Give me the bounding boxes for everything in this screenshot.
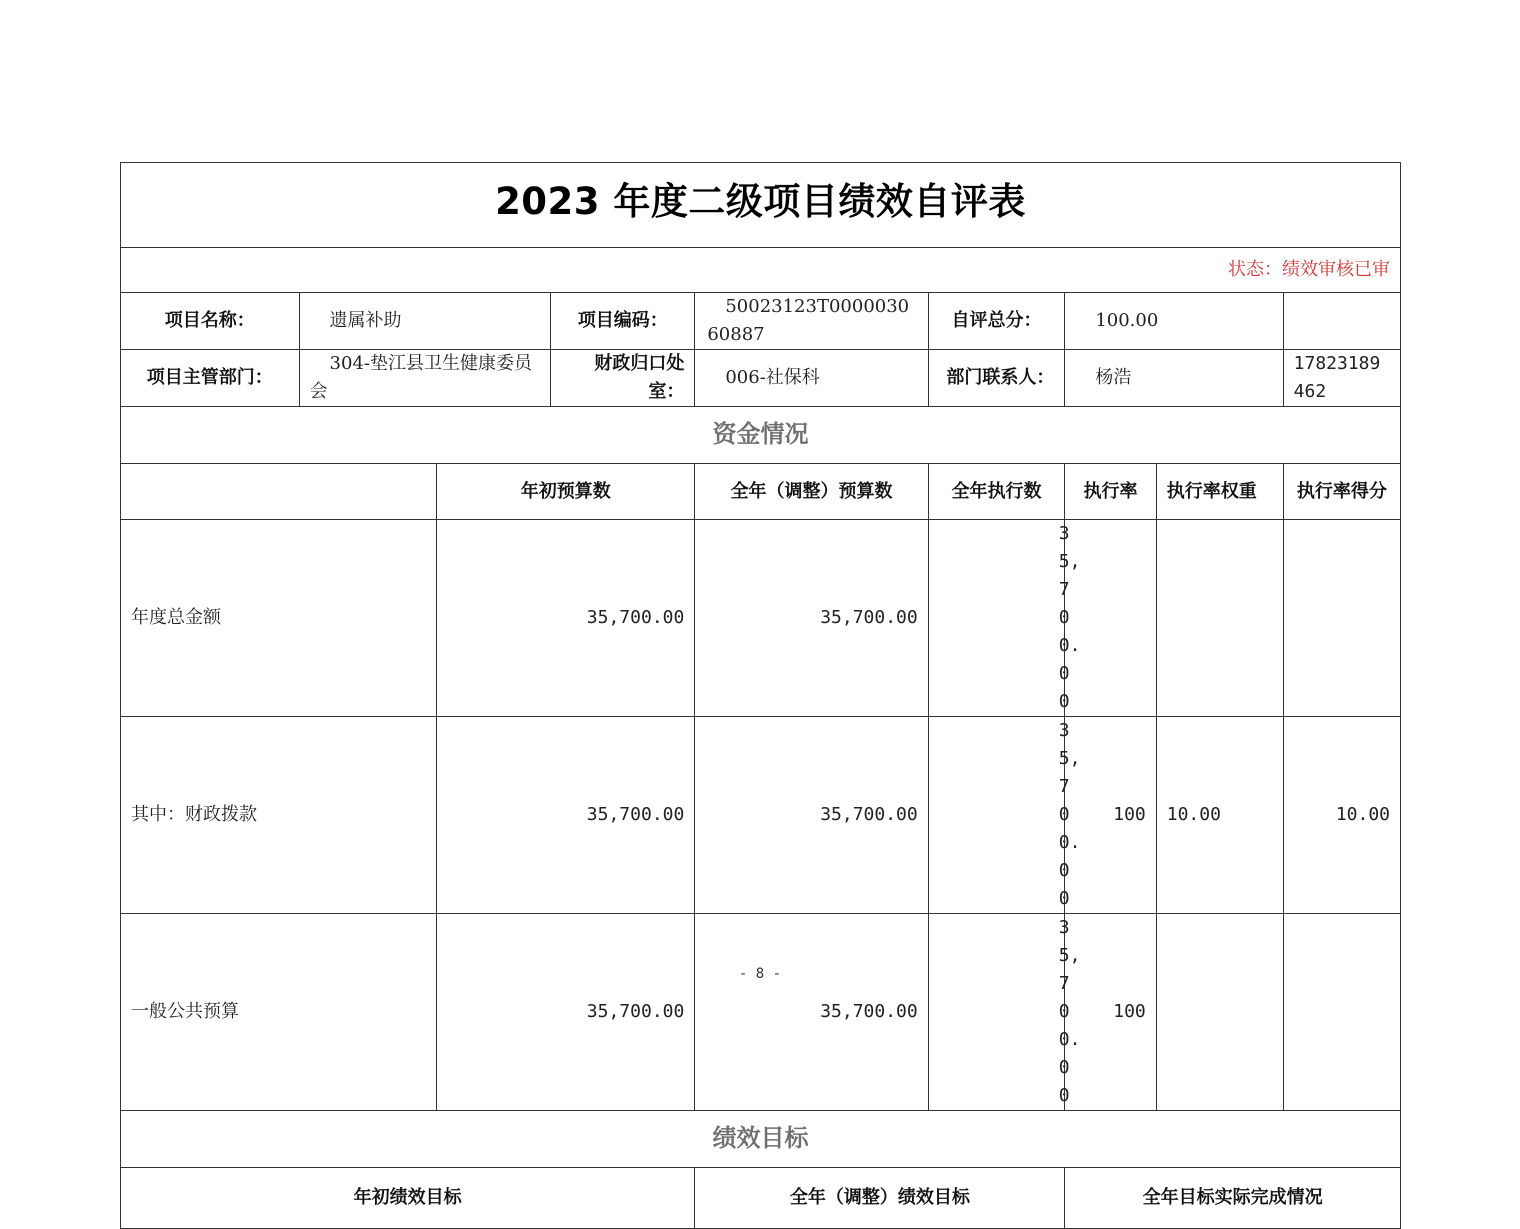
header-score: 执行率得分 (1283, 464, 1400, 520)
dept-label: 项目主管部门： (121, 350, 300, 407)
header-adjusted-goal: 全年（调整）绩效目标 (695, 1168, 1065, 1229)
funds-section (121, 407, 1401, 464)
row-rate: 100 (1065, 717, 1156, 914)
status-badge: 状态：绩效审核已审 (1228, 259, 1390, 280)
row-rate: 100 (1065, 914, 1156, 1111)
row-initial: 35,700.00 (437, 914, 695, 1111)
finance-value: 006-社保科 (695, 350, 928, 407)
row-score (1283, 520, 1400, 717)
project-name-label: 项目名称： (121, 293, 300, 350)
row-score: 10.00 (1283, 717, 1400, 914)
row-name: 一般公共预算 (121, 914, 437, 1111)
row-initial: 35,700.00 (437, 520, 695, 717)
row-name: 年度总金额 (121, 520, 437, 717)
header-weight: 执行率权重 (1156, 464, 1283, 520)
page-title: 2023 年度二级项目绩效自评表 (495, 179, 1026, 223)
dept-value: 304-垫江县卫生健康委员会 (299, 350, 551, 407)
row-adjusted: 35,700.00 (695, 717, 928, 914)
header-adjusted-budget: 全年（调整）预算数 (695, 464, 928, 520)
row-weight (1156, 914, 1283, 1111)
performance-evaluation-table (120, 162, 1401, 1229)
funds-section-title: 资金情况 (712, 419, 809, 448)
table-row (121, 520, 1401, 717)
row-score (1283, 914, 1400, 1111)
row-weight: 10.00 (1156, 717, 1283, 914)
finance-label: 财政归口处室： (551, 350, 695, 407)
contact-value: 杨浩 (1065, 350, 1283, 407)
project-code-value: 50023123T000003060887 (695, 293, 928, 350)
title-cell (121, 163, 1401, 248)
project-name-value: 遗属补助 (299, 293, 551, 350)
table-row (121, 717, 1401, 914)
project-code-label: 项目编码： (551, 293, 695, 350)
funds-header-empty (121, 464, 437, 520)
row-adjusted: 35,700.00 (695, 914, 928, 1111)
row-adjusted: 35,700.00 (695, 520, 928, 717)
table-row (121, 914, 1401, 1111)
header-initial-budget: 年初预算数 (437, 464, 695, 520)
goals-section-title: 绩效目标 (712, 1123, 809, 1152)
goals-section (121, 1111, 1401, 1168)
phone-value: 17823189462 (1283, 350, 1400, 407)
header-initial-goal: 年初绩效目标 (121, 1168, 695, 1229)
status-cell (121, 248, 1401, 293)
row-initial: 35,700.00 (437, 717, 695, 914)
score-value: 100.00 (1065, 293, 1283, 350)
row-executed: 35,700.00 (928, 520, 1065, 717)
header-rate: 执行率 (1065, 464, 1156, 520)
row-executed: 35,700.00 (928, 914, 1065, 1111)
contact-label: 部门联系人： (928, 350, 1065, 407)
empty-cell (1283, 293, 1400, 350)
header-executed: 全年执行数 (928, 464, 1065, 520)
page-number: - 8 - (738, 966, 782, 982)
row-name: 其中：财政拨款 (121, 717, 437, 914)
row-executed: 35,700.00 (928, 717, 1065, 914)
row-weight (1156, 520, 1283, 717)
header-actual-completion: 全年目标实际完成情况 (1065, 1168, 1401, 1229)
score-label: 自评总分： (928, 293, 1065, 350)
